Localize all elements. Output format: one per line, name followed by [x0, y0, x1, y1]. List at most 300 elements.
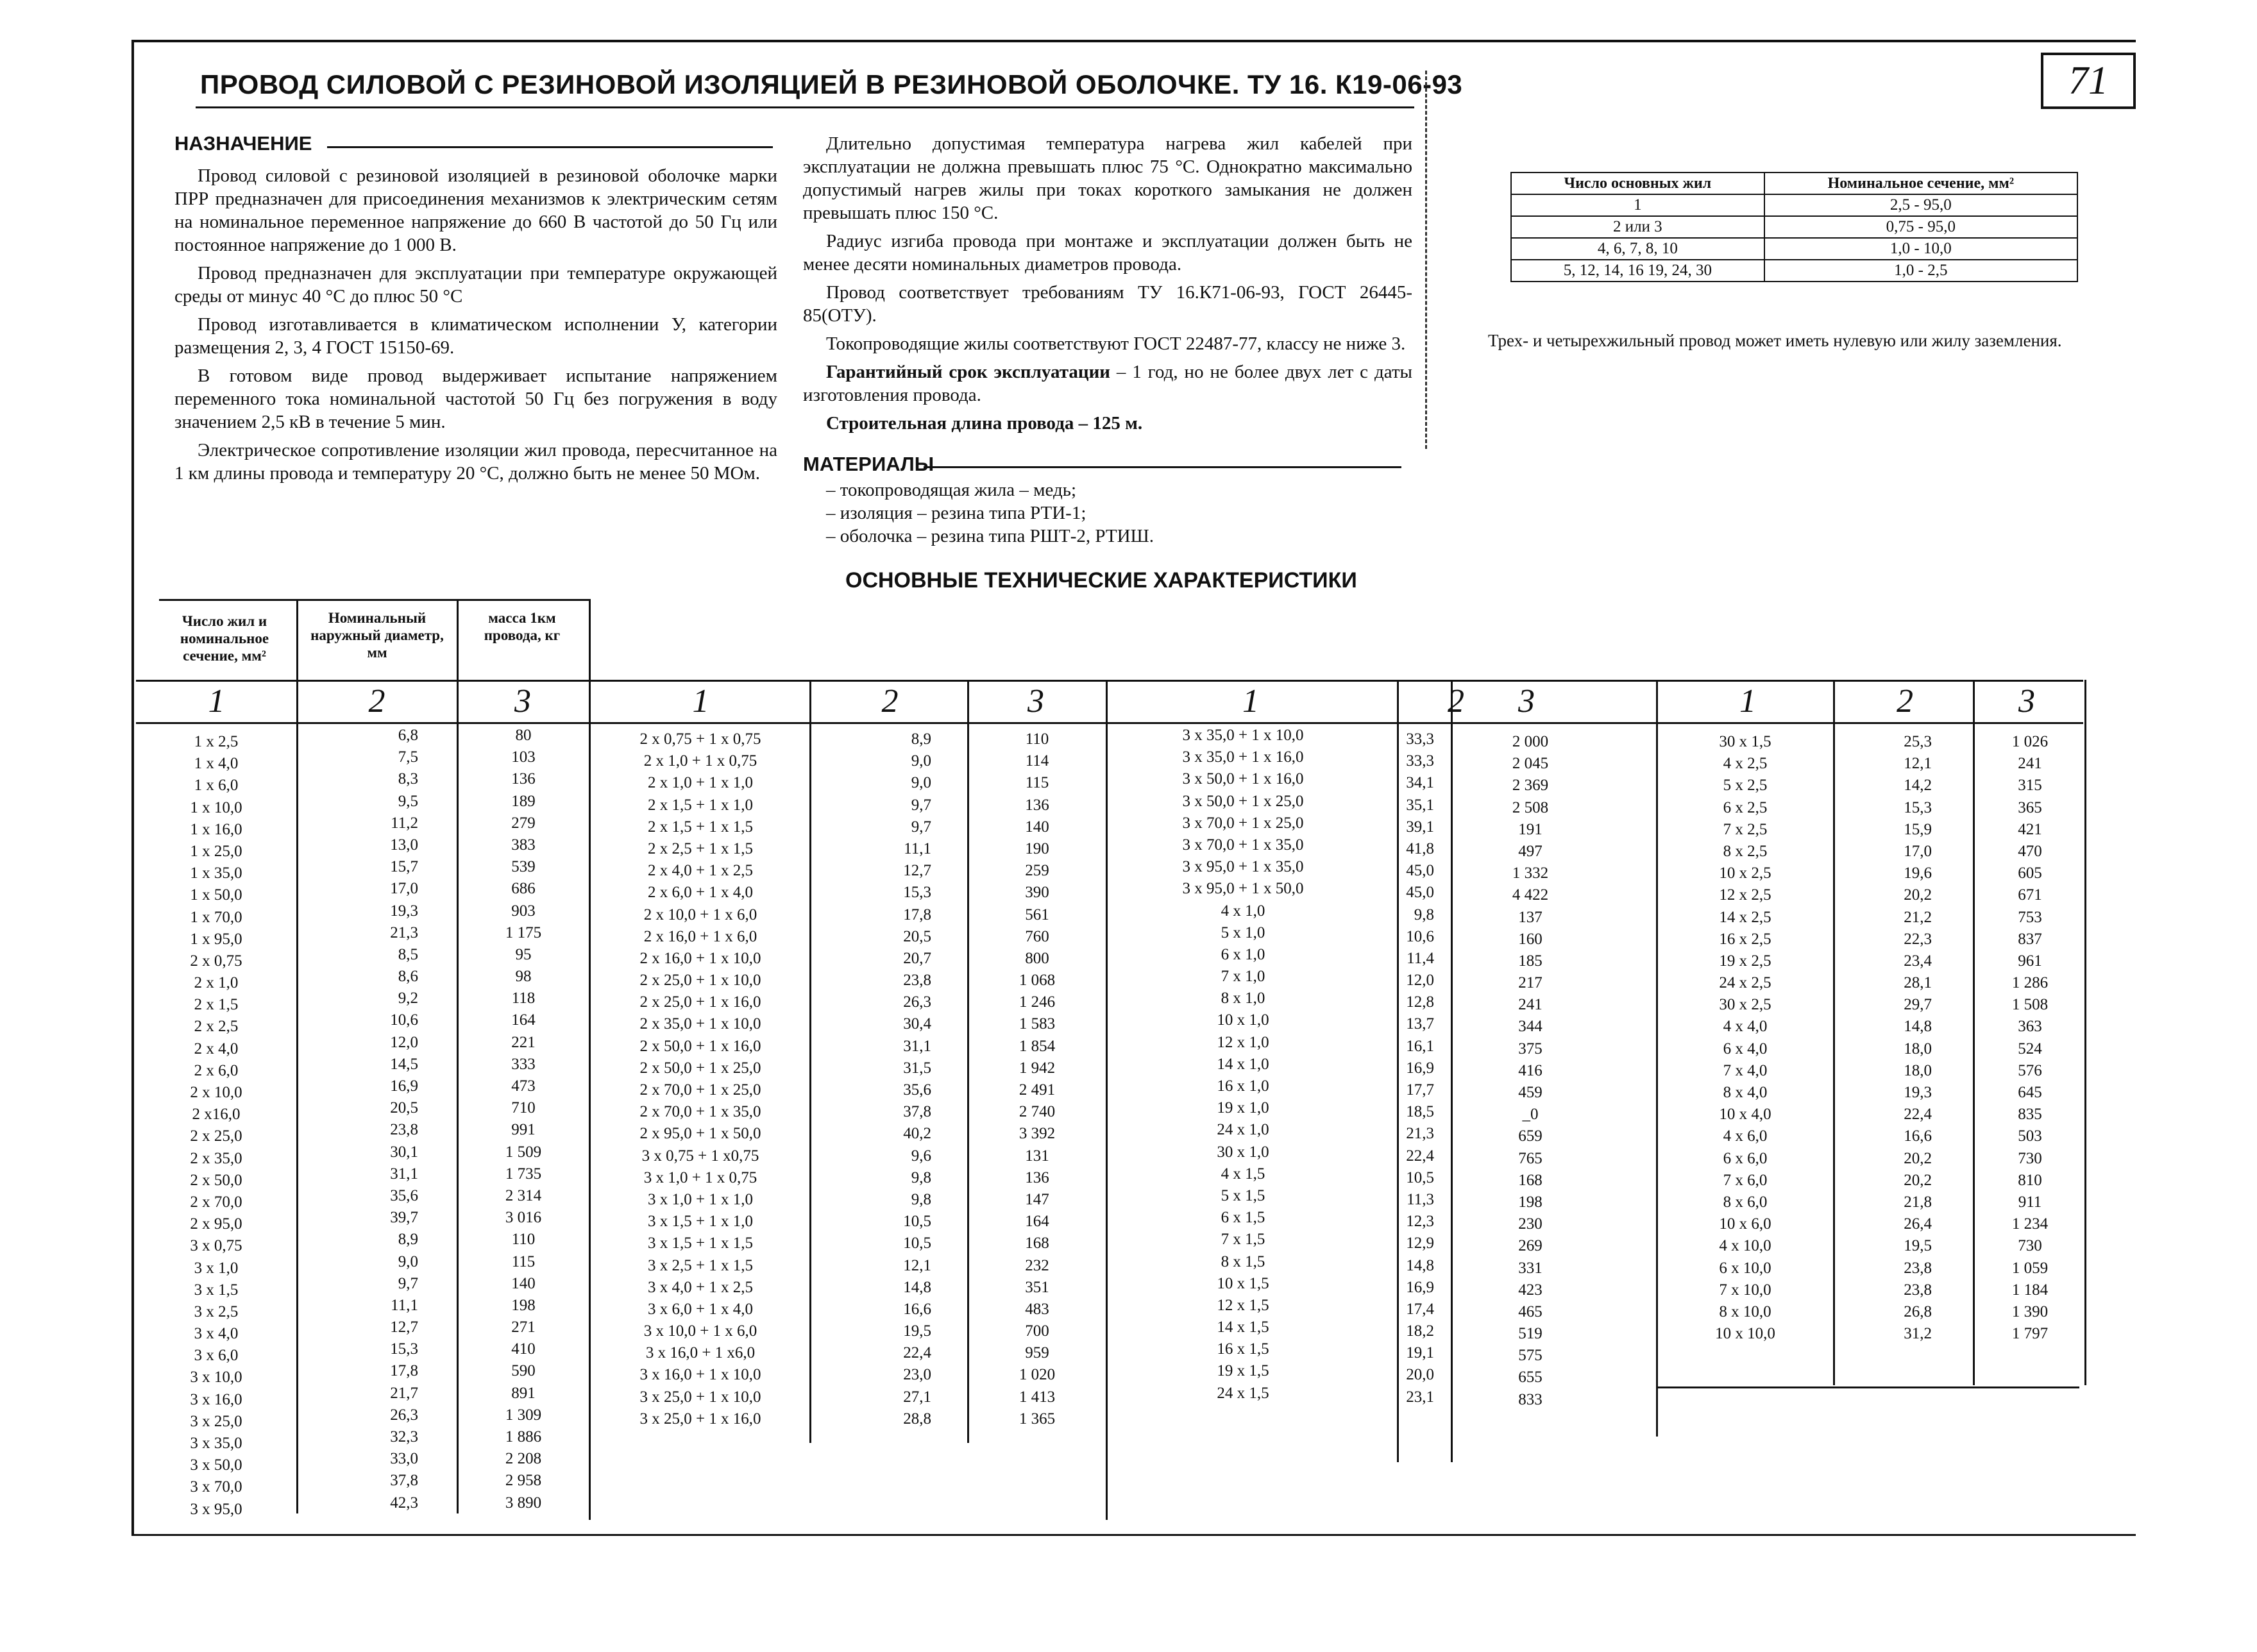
table-cell: 41,8 — [1406, 839, 1434, 857]
frame-top-border — [131, 40, 2136, 42]
table-cell: 2 491 — [1019, 1081, 1056, 1099]
table-cell: 6 х 1,5 — [1221, 1209, 1265, 1227]
table-cell: 19 х 1,0 — [1217, 1099, 1269, 1117]
table-cell: 911 — [2018, 1193, 2042, 1211]
table-row — [1511, 216, 2077, 238]
colnum-label: 1 — [692, 683, 709, 720]
table-cell: 8,5 — [398, 945, 418, 963]
table-cell: 1 068 — [1019, 972, 1056, 990]
table-cell: 20,7 — [903, 949, 931, 967]
table-cell: 2 314 — [505, 1186, 542, 1204]
table-cell: 2 х16,0 — [192, 1106, 241, 1124]
purpose-text — [174, 164, 777, 490]
table-cell: 3 х 1,0 + 1 х 0,75 — [643, 1168, 757, 1186]
table-cell: 10 х 2,5 — [1719, 864, 1771, 882]
table-cell: 114 — [1025, 752, 1049, 770]
table-cell: 37,8 — [903, 1103, 931, 1121]
table-cell: 3 х 25,0 — [190, 1412, 242, 1430]
table-divider — [1451, 680, 1453, 1462]
table-cell: 10 х 4,0 — [1719, 1106, 1771, 1124]
table-cell: 10,5 — [903, 1213, 931, 1231]
materials-item: – оболочка – резина типа РШТ-2, РТИШ. — [826, 526, 1154, 546]
table-cell: 1 390 — [2011, 1302, 2049, 1320]
table-cell: 15,3 — [1904, 798, 1932, 816]
table-cell: 2 х 1,5 + 1 х 1,5 — [647, 818, 754, 836]
table-cell: 39,7 — [390, 1209, 418, 1227]
table-cell: 2 000 — [1512, 733, 1549, 750]
table-cell: 14 х 1,0 — [1217, 1055, 1269, 1073]
cores-section: 0,75 - 95,0 — [1764, 216, 2077, 238]
table-cell: 16,9 — [390, 1077, 418, 1095]
table-cell: 1 х 35,0 — [190, 864, 242, 882]
table-cell: 10 х 1,5 — [1217, 1274, 1269, 1292]
table-cell: 561 — [1025, 906, 1049, 923]
table-cell: 1 509 — [505, 1143, 542, 1161]
table-cell: 3 х 70,0 + 1 х 25,0 — [1182, 814, 1304, 832]
table-cell: 136 — [1025, 1168, 1049, 1186]
table-cell: 19,5 — [903, 1322, 931, 1340]
table-cell: 30 х 1,5 — [1719, 733, 1771, 750]
table-cell: 23,8 — [1904, 1281, 1932, 1299]
table-cell: 31,1 — [903, 1037, 931, 1055]
table-cell: 168 — [1025, 1235, 1049, 1252]
table-cell: 33,0 — [390, 1450, 418, 1468]
table-cell: 26,3 — [390, 1406, 418, 1424]
table-cell: 30,4 — [903, 1015, 931, 1033]
table-cell: 497 — [1518, 842, 1543, 860]
table-cell: 241 — [2018, 755, 2042, 773]
table-cell: 465 — [1518, 1302, 1543, 1320]
table-cell: 45,0 — [1406, 884, 1434, 902]
table-cell: 8,6 — [398, 968, 418, 986]
table-cell: 7 х 1,0 — [1221, 968, 1265, 986]
table-cell: 2 508 — [1512, 798, 1549, 816]
table-cell: 21,7 — [390, 1384, 418, 1402]
materials-item: – токопроводящая жила – медь; — [826, 480, 1076, 500]
table-cell: 1 х 95,0 — [190, 930, 242, 948]
table-cell: 1 184 — [2011, 1281, 2049, 1299]
table-cell: 8 х 1,5 — [1221, 1252, 1265, 1270]
table-cell: 14 х 1,5 — [1217, 1319, 1269, 1336]
table-cell: 2 х 70,0 + 1 х 25,0 — [639, 1081, 761, 1099]
table-cell: 20,2 — [1904, 1149, 1932, 1167]
colnum-top-rule — [136, 680, 2083, 682]
table-cell: 576 — [2018, 1061, 2042, 1079]
table-cell: 14,8 — [1406, 1256, 1434, 1274]
table-cell: 1 026 — [2011, 733, 2049, 750]
table-cell: 221 — [511, 1033, 536, 1051]
table-cell: 8 х 6,0 — [1723, 1193, 1768, 1211]
table-cell: 903 — [511, 902, 536, 920]
table-cell: 16,9 — [1406, 1278, 1434, 1296]
table-cell: 21,3 — [390, 923, 418, 941]
table-cell: 140 — [1025, 818, 1049, 836]
purpose-paragraph: Провод изготавливается в климатическом исполнении У, категории размещения 2, 3, 4 ГОСТ 15150-69. — [174, 314, 777, 358]
table-cell: 3 х 4,0 — [194, 1325, 239, 1343]
table-cell: 470 — [2018, 842, 2042, 860]
table-cell: 351 — [1025, 1278, 1049, 1296]
table-cell: 22,4 — [1406, 1147, 1434, 1165]
purpose-heading — [174, 132, 312, 155]
table-cell: 10,5 — [903, 1235, 931, 1252]
table-cell: 710 — [511, 1099, 536, 1117]
table-cell: 27,1 — [903, 1388, 931, 1406]
table-cell: 3 х 0,75 — [190, 1237, 242, 1255]
table-cell: 991 — [511, 1121, 536, 1139]
table-cell: 503 — [2018, 1127, 2042, 1145]
cores-count: 2 или 3 — [1511, 216, 1764, 238]
table-cell: 10 х 6,0 — [1719, 1215, 1771, 1233]
table-cell: 1 059 — [2011, 1259, 2049, 1277]
table-cell: 9,7 — [398, 1274, 418, 1292]
table-cell: 20,2 — [1904, 886, 1932, 904]
colnum-label: 2 — [1897, 683, 1913, 720]
table-cell: 2 х 10,0 + 1 х 6,0 — [643, 906, 757, 923]
block1-masses — [459, 725, 587, 1514]
table-cell: 1 365 — [1019, 1410, 1056, 1428]
table-cell: 19,3 — [390, 902, 418, 920]
table-cell: 1 х 16,0 — [190, 820, 242, 838]
table-cell: 2 х 35,0 + 1 х 10,0 — [639, 1015, 761, 1033]
table-cell: 1 508 — [2011, 996, 2049, 1014]
table-cell: 2 х 25,0 + 1 х 16,0 — [639, 993, 761, 1011]
table-cell: 2 958 — [505, 1472, 542, 1490]
table-cell: 891 — [511, 1384, 536, 1402]
table-cell: 15,7 — [390, 858, 418, 876]
table-cell: 383 — [511, 836, 536, 854]
table-cell: 655 — [1518, 1369, 1543, 1386]
table-cell: 9,8 — [911, 1190, 931, 1208]
table-cell: 10 х 1,0 — [1217, 1011, 1269, 1029]
purpose-paragraph: Провод силовой с резиновой изоляцией в резиновой оболочке марки ПРР предназначен для присоединения механизмов к электрическим сетям на номинальное переменное напряжение до 660 В частотой до 50 Гц или постоянное напряжение до 1 000 В. — [174, 165, 777, 255]
table-cell: 2 х 0,75 — [190, 952, 242, 970]
materials-list — [826, 478, 1154, 548]
table-cell: 23,4 — [1904, 952, 1932, 970]
table-divider — [809, 680, 811, 1443]
table-cell: 3 х 6,0 + 1 х 4,0 — [647, 1300, 754, 1318]
table-cell: 24 х 1,0 — [1217, 1121, 1269, 1139]
table-cell: 459 — [1518, 1084, 1543, 1101]
block2-masses — [970, 729, 1104, 1430]
table-cell: 2 х 1,5 + 1 х 1,0 — [647, 796, 754, 814]
table-cell: 14,5 — [390, 1055, 418, 1073]
tech-header-size: Число жил и номинальное сечение, мм² — [180, 613, 269, 664]
colnum-label: 2 — [881, 683, 899, 720]
table-cell: 10,6 — [1406, 927, 1434, 945]
table-cell: 753 — [2018, 908, 2042, 926]
table-cell: 1 797 — [2011, 1325, 2049, 1343]
table-cell: 24 х 1,5 — [1217, 1384, 1269, 1402]
table-cell: 3 х 4,0 + 1 х 2,5 — [647, 1278, 754, 1296]
block1-sizes — [137, 731, 295, 1521]
table-cell: 24 х 2,5 — [1719, 974, 1771, 992]
table-cell: 800 — [1025, 949, 1049, 967]
table-cell: 8,9 — [911, 730, 931, 748]
table-cell: 483 — [1025, 1300, 1049, 1318]
table-cell: 45,0 — [1406, 862, 1434, 880]
table-cell: 1 х 25,0 — [190, 842, 242, 860]
colnum-label: 3 — [1518, 683, 1535, 720]
table-cell: 13,0 — [390, 836, 418, 854]
table-cell: 9,8 — [911, 1168, 931, 1186]
table-cell: 2 х 50,0 — [190, 1171, 242, 1189]
table-cell: 18,0 — [1904, 1040, 1932, 1058]
table-cell: 30 х 2,5 — [1719, 996, 1771, 1014]
table-cell: 3 х 95,0 — [190, 1500, 242, 1518]
table-cell: 1 735 — [505, 1165, 542, 1183]
table-cell: 23,8 — [903, 972, 931, 990]
table-cell: 1 х 10,0 — [190, 798, 242, 816]
title-underline — [196, 106, 1414, 108]
conditions-paragraph: Длительно допустимая температура нагрева жил кабелей при эксплуатации не должна превышать плюс 75 °С. Однократно максимально допустимый нагрев жилы при токах короткого замыкания не должен превышать плюс 150 °С. — [803, 133, 1412, 223]
table-cell: 198 — [511, 1296, 536, 1314]
frame-left-border — [131, 40, 134, 1534]
table-cell: 9,5 — [398, 792, 418, 810]
conditions-paragraph: Радиус изгиба провода при монтаже и эксплуатации должен быть не менее десяти номинальных диаметров провода. — [803, 231, 1412, 274]
table-cell: 3 х 50,0 + 1 х 25,0 — [1182, 792, 1304, 810]
table-cell: 23,8 — [1904, 1259, 1932, 1277]
table-cell: 3 х 70,0 — [190, 1478, 242, 1496]
materials-heading-rule — [924, 466, 1401, 468]
table-cell: 230 — [1518, 1215, 1543, 1233]
table-cell: 217 — [1518, 974, 1543, 992]
table-cell: 1 413 — [1019, 1388, 1056, 1406]
table-cell: 2 х 25,0 + 1 х 10,0 — [639, 972, 761, 990]
table-cell: 590 — [511, 1362, 536, 1380]
table-cell: 21,2 — [1904, 908, 1932, 926]
table-cell: 2 х 1,0 + 1 х 1,0 — [647, 774, 754, 792]
purpose-paragraph: Провод предназначен для эксплуатации при температуре окружающей среды от минус 40 °С до плюс 50 °С — [174, 263, 777, 307]
table-cell: 344 — [1518, 1018, 1543, 1036]
table-cell: 1 583 — [1019, 1015, 1056, 1033]
table-cell: 8,3 — [398, 770, 418, 788]
table-cell: 3 392 — [1019, 1125, 1056, 1143]
table-cell: 4 х 2,5 — [1723, 755, 1768, 773]
table-cell: 269 — [1518, 1237, 1543, 1255]
table-cell: 11,4 — [1407, 949, 1434, 967]
table-cell: 168 — [1518, 1171, 1543, 1189]
colnum-label: 3 — [514, 683, 531, 720]
table-cell: 185 — [1518, 952, 1543, 970]
table-divider — [457, 680, 459, 1513]
table-cell: 765 — [1518, 1149, 1543, 1167]
table-cell: 3 890 — [505, 1494, 542, 1512]
table-cell: 3 х 0,75 + 1 х0,75 — [641, 1147, 759, 1165]
table-cell: 1 х 6,0 — [194, 777, 239, 795]
table-cell: 7 х 2,5 — [1723, 820, 1768, 838]
table-cell: 20,2 — [1904, 1171, 1932, 1189]
table-cell: 3 х 50,0 — [190, 1456, 242, 1474]
table-cell: 5 х 2,5 — [1723, 777, 1768, 795]
table-cell: 7 х 1,5 — [1221, 1231, 1265, 1249]
table-cell: 5 х 1,5 — [1221, 1186, 1265, 1204]
table-cell: 363 — [2018, 1018, 2042, 1036]
warranty-text: – 1 год, но не более двух лет с даты изготовления провода. — [803, 362, 1413, 405]
table-cell: 131 — [1025, 1147, 1049, 1165]
cores-header-count: Число основных жил — [1511, 173, 1764, 194]
table-cell: 26,3 — [903, 993, 931, 1011]
purpose-heading-text: НАЗНАЧЕНИЕ — [174, 132, 312, 155]
table-row — [1511, 194, 2077, 216]
cores-table — [1510, 172, 2078, 282]
table-cell: 232 — [1025, 1256, 1049, 1274]
tech-title: ОСНОВНЫЕ ТЕХНИЧЕСКИЕ ХАРАКТЕРИСТИКИ — [845, 568, 1357, 593]
table-cell: 423 — [1518, 1281, 1543, 1299]
table-cell: 1 286 — [2011, 974, 2049, 992]
table-cell: 12 х 1,0 — [1217, 1033, 1269, 1051]
table-divider — [1973, 680, 1975, 1385]
table-cell: 2 х 25,0 — [190, 1127, 242, 1145]
table-cell: 5 х 1,0 — [1221, 923, 1265, 941]
table-cell: 15,3 — [390, 1340, 418, 1358]
table-cell: 605 — [2018, 864, 2042, 882]
table-cell: 21,3 — [1406, 1125, 1434, 1143]
table-cell: 3 х 1,5 — [194, 1281, 239, 1299]
table-cell: 1 246 — [1019, 993, 1056, 1011]
cores-section: 2,5 - 95,0 — [1764, 194, 2077, 216]
table-cell: 1 020 — [1019, 1366, 1056, 1384]
table-cell: 12,7 — [390, 1319, 418, 1336]
table-cell: 2 х 10,0 — [190, 1084, 242, 1101]
table-cell: 16,6 — [1904, 1127, 1932, 1145]
table-cell: 32,3 — [390, 1428, 418, 1446]
table-cell: 18,2 — [1406, 1322, 1434, 1340]
table-cell: 2 х 2,5 — [194, 1018, 239, 1036]
table-divider — [1833, 680, 1835, 1385]
table-cell: 9,0 — [911, 752, 931, 770]
table-cell: 4 х 1,0 — [1221, 902, 1265, 920]
table-cell: 3 х 25,0 + 1 х 16,0 — [639, 1410, 761, 1428]
table-cell: 1 х 4,0 — [194, 755, 239, 773]
table-cell: 7,5 — [398, 748, 418, 766]
table-cell: 17,0 — [1904, 842, 1932, 860]
table-cell: 12,7 — [903, 862, 931, 880]
table-cell: 365 — [2018, 798, 2042, 816]
table-cell: 23,0 — [903, 1366, 931, 1384]
table-cell: 11,1 — [904, 839, 931, 857]
table-cell: 4 422 — [1512, 886, 1549, 904]
table-cell: 17,8 — [390, 1362, 418, 1380]
table-cell: 10,6 — [390, 1011, 418, 1029]
table-divider — [1106, 680, 1108, 1520]
table-cell: 410 — [511, 1340, 536, 1358]
colnum-label: 1 — [1739, 683, 1756, 720]
warranty-label: Гарантийный срок эксплуатации — [826, 362, 1110, 382]
table-cell: 34,1 — [1406, 774, 1434, 792]
table-divider — [296, 680, 298, 1513]
table-cell: 12,1 — [903, 1256, 931, 1274]
table-cell: 2 х 2,5 + 1 х 1,5 — [647, 839, 754, 857]
colnum-label: 2 — [1448, 683, 1464, 720]
tech-header-top — [159, 599, 589, 601]
table-cell: 80 — [515, 727, 532, 744]
table-cell: 3 016 — [505, 1209, 542, 1227]
cores-count: 1 — [1511, 194, 1764, 216]
table-cell: 19 х 2,5 — [1719, 952, 1771, 970]
cores-table-header — [1511, 173, 2077, 194]
table-cell: 30,1 — [390, 1143, 418, 1161]
table-cell: 8 х 2,5 — [1723, 842, 1768, 860]
table-cell: 2 369 — [1512, 777, 1549, 795]
table-cell: 16,1 — [1406, 1037, 1434, 1055]
table-cell: 421 — [2018, 820, 2042, 838]
table-cell: 1 854 — [1019, 1037, 1056, 1055]
table-cell: 19,6 — [1904, 864, 1932, 882]
block4-diameters — [1836, 731, 1932, 1345]
table-cell: 810 — [2018, 1171, 2042, 1189]
table-cell: 730 — [2018, 1237, 2042, 1255]
table-cell: 3 х 10,0 + 1 х 6,0 — [643, 1322, 757, 1340]
table-cell: 11,2 — [391, 814, 418, 832]
table-cell: 2 х 35,0 — [190, 1149, 242, 1167]
table-cell: 22,4 — [903, 1344, 931, 1362]
purpose-heading-rule — [327, 146, 773, 148]
table-cell: 190 — [1025, 839, 1049, 857]
table-cell: 2 х 16,0 + 1 х 6,0 — [643, 927, 757, 945]
table-cell: 1 х 2,5 — [194, 733, 239, 750]
table-cell: 40,2 — [903, 1125, 931, 1143]
table-cell: 3 х 25,0 + 1 х 10,0 — [639, 1388, 761, 1406]
table-divider — [1656, 680, 1658, 1437]
tech-header-divider — [457, 599, 459, 682]
table-cell: 23,1 — [1406, 1388, 1434, 1406]
table-cell: 37,8 — [390, 1472, 418, 1490]
table-cell: 20,0 — [1406, 1366, 1434, 1384]
block3-masses — [1453, 731, 1607, 1411]
warranty-paragraph — [803, 360, 1412, 407]
table-cell: 4 х 1,5 — [1221, 1165, 1265, 1183]
table-cell: 2 х 95,0 + 1 х 50,0 — [639, 1125, 761, 1143]
table-cell: 25,3 — [1904, 733, 1932, 750]
frame-bottom-border — [131, 1534, 2136, 1536]
table-cell: 760 — [1025, 927, 1049, 945]
length-paragraph: Строительная длина провода – 125 м. — [826, 413, 1143, 434]
table-cell: 6 х 6,0 — [1723, 1149, 1768, 1167]
tech-header-mass: масса 1км провода, кг — [484, 610, 561, 643]
table-cell: 35,1 — [1406, 796, 1434, 814]
page-title: ПРОВОД СИЛОВОЙ С РЕЗИНОВОЙ ИЗОЛЯЦИЕЙ В РЕЗИНОВОЙ ОБОЛОЧКЕ. ТУ 16. К19-06-93 — [200, 69, 1463, 99]
cores-count: 5, 12, 14, 16 19, 24, 30 — [1511, 260, 1764, 282]
table-cell: 115 — [1025, 774, 1049, 792]
table-cell: 9,7 — [911, 796, 931, 814]
table-cell: 1 х 50,0 — [190, 886, 242, 904]
conditions-paragraph: Токопроводящие жилы соответствуют ГОСТ 22487-77, классу не ниже 3. — [826, 333, 1406, 354]
table-cell: 10,5 — [1406, 1168, 1434, 1186]
block4-masses — [1975, 731, 2084, 1345]
purpose-paragraph: В готовом виде провод выдерживает испытание напряжением переменного тока номинальной частотой 50 Гц без погружения в воду значением 2,5 кВ в течение 5 мин. — [174, 366, 777, 432]
table-cell: 103 — [511, 748, 536, 766]
table-cell: 136 — [511, 770, 536, 788]
table-cell: 18,5 — [1406, 1103, 1434, 1121]
table-cell: 2 х 6,0 + 1 х 4,0 — [647, 884, 754, 902]
materials-heading — [803, 453, 934, 476]
table-cell: 4 х 4,0 — [1723, 1018, 1768, 1036]
table-cell: 1 332 — [1512, 864, 1549, 882]
table-cell: 19,1 — [1406, 1344, 1434, 1362]
table-cell: 473 — [511, 1077, 536, 1095]
table-cell: 730 — [2018, 1149, 2042, 1167]
table-cell: 28,1 — [1904, 974, 1932, 992]
table-cell: 18,0 — [1904, 1061, 1932, 1079]
table-cell: 2 х 1,0 — [194, 974, 239, 992]
table-cell: 13,7 — [1406, 1015, 1434, 1033]
table-cell: 686 — [511, 880, 536, 898]
table-cell: 12,0 — [1406, 972, 1434, 990]
colnum-label: 3 — [2018, 683, 2035, 720]
table-cell: 416 — [1518, 1061, 1543, 1079]
table-cell: 20,5 — [903, 927, 931, 945]
cores-section: 1,0 - 2,5 — [1764, 260, 2077, 282]
